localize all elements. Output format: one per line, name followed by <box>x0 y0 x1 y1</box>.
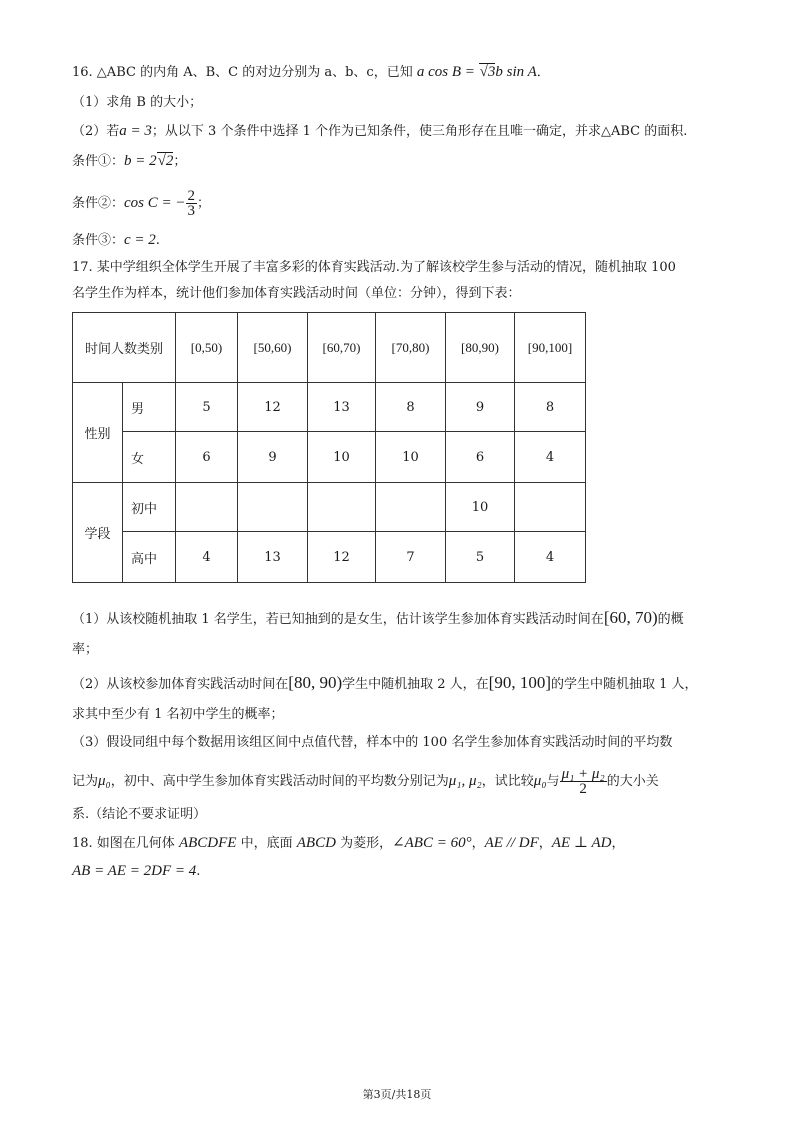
interval-header: [0,50) <box>176 313 238 383</box>
interval-header: [70,80) <box>376 313 446 383</box>
table-cell: 8 <box>376 383 446 432</box>
q16-part2: （2）若a = 3；从以下 3 个条件中选择 1 个作为已知条件，使三角形存在且唯一确定，并求△ABC 的面积. <box>72 123 688 139</box>
interval-header: [80,90) <box>446 313 515 383</box>
table-row-junior <box>73 483 586 532</box>
table-cell: 6 <box>446 432 515 483</box>
time-distribution-table <box>72 312 586 583</box>
q16-condition-3: 条件③：c = 2. <box>72 232 160 248</box>
stage-group-label: 学段 <box>73 483 123 583</box>
table-cell: 13 <box>308 383 376 432</box>
row-label: 高中 <box>123 532 176 583</box>
table-cell: 8 <box>515 383 586 432</box>
table-corner: 时间人数类别 <box>73 313 176 383</box>
q16-condition-1: 条件①：b = 2√2； <box>72 153 187 169</box>
table-cell: 10 <box>308 432 376 483</box>
mean-fraction: $\frac{\text{μ₁ + μ₂}}{2}$ <box>561 766 605 797</box>
q17-intro-2: 名学生作为样本，统计他们参加体育实践活动时间（单位：分钟），得到下表： <box>72 286 521 301</box>
page-footer: 第3页/共18页 <box>362 1088 432 1101</box>
table-header-row <box>73 313 586 383</box>
table-cell: 10 <box>376 432 446 483</box>
table-cell: 9 <box>238 432 308 483</box>
table-row-female <box>73 432 586 483</box>
table-cell: 12 <box>238 383 308 432</box>
interval-header: [50,60) <box>238 313 308 383</box>
table-cell: 9 <box>446 383 515 432</box>
fraction-2-3: $\frac{2}{3}$ <box>187 188 196 219</box>
q17-part1-cont: 率； <box>72 642 99 657</box>
q17-part3-end: 系.（结论不要求证明） <box>72 807 207 822</box>
table-row-senior <box>73 532 586 583</box>
interval-header: [60,70) <box>308 313 376 383</box>
table-cell: 12 <box>308 532 376 583</box>
table-cell <box>515 483 586 532</box>
table-cell: 13 <box>238 532 308 583</box>
q16-stem: 16. △ABC 的内角 A、B、C 的对边分别为 a、b、c，已知 a cos B = √3b sin A． <box>72 64 550 80</box>
table-cell: 4 <box>176 532 238 583</box>
q18-condition: AB = AE = 2DF = 4. <box>72 863 201 879</box>
table-cell: 6 <box>176 432 238 483</box>
q16-condition-2: 条件②：cos C = − $\frac{2}{3}$ ； <box>72 188 211 219</box>
table-cell: 5 <box>446 532 515 583</box>
table-cell <box>308 483 376 532</box>
table-cell <box>238 483 308 532</box>
q16-equation: a cos B = √3b sin A <box>416 64 537 80</box>
table-cell: 4 <box>515 432 586 483</box>
q17-part3-cont: 记为μ₀，初中、高中学生参加体育实践活动时间的平均数分别记为μ₁, μ₂，试比较μ₀与 $\frac{\text{μ₁ + μ₂}}{2}$ 的大小关 <box>72 766 659 797</box>
q18-stem: 18. 如图在几何体 ABCDFE 中，底面 ABCD 为菱形，∠ABC = 60°，AE // DF，AE ⊥ AD， <box>72 835 625 851</box>
q17-intro-1: 17. 某中学组织全体学生开展了丰富多彩的体育实践活动.为了解该校学生参与活动的情况，随机抽取 100 <box>72 260 676 275</box>
q17-part3: （3）假设同组中每个数据用该组区间中点值代替，样本中的 100 名学生参加体育实践活动时间的平均数 <box>72 735 673 750</box>
table-cell: 5 <box>176 383 238 432</box>
table-cell <box>376 483 446 532</box>
table-cell: 4 <box>515 532 586 583</box>
gender-group-label: 性别 <box>73 383 123 483</box>
row-label: 男 <box>123 383 176 432</box>
row-label: 初中 <box>123 483 176 532</box>
q17-part2-cont: 求其中至少有 1 名初中学生的概率； <box>72 707 284 722</box>
row-label: 女 <box>123 432 176 483</box>
q16-part1: （1）求角 B 的大小； <box>72 95 203 110</box>
table-cell <box>176 483 238 532</box>
interval-header: [90,100] <box>515 313 586 383</box>
table-cell: 10 <box>446 483 515 532</box>
table-row-male <box>73 383 586 432</box>
q17-part1: （1）从该校随机抽取 1 名学生，若已知抽到的是女生，估计该学生参加体育实践活动时间在[60, 70)的概 <box>72 608 684 627</box>
q17-part2: （2）从该校参加体育实践活动时间在[80, 90)学生中随机抽取 2 人，在[90, 100]的学生中随机抽取 1 人， <box>72 673 698 692</box>
table-cell: 7 <box>376 532 446 583</box>
